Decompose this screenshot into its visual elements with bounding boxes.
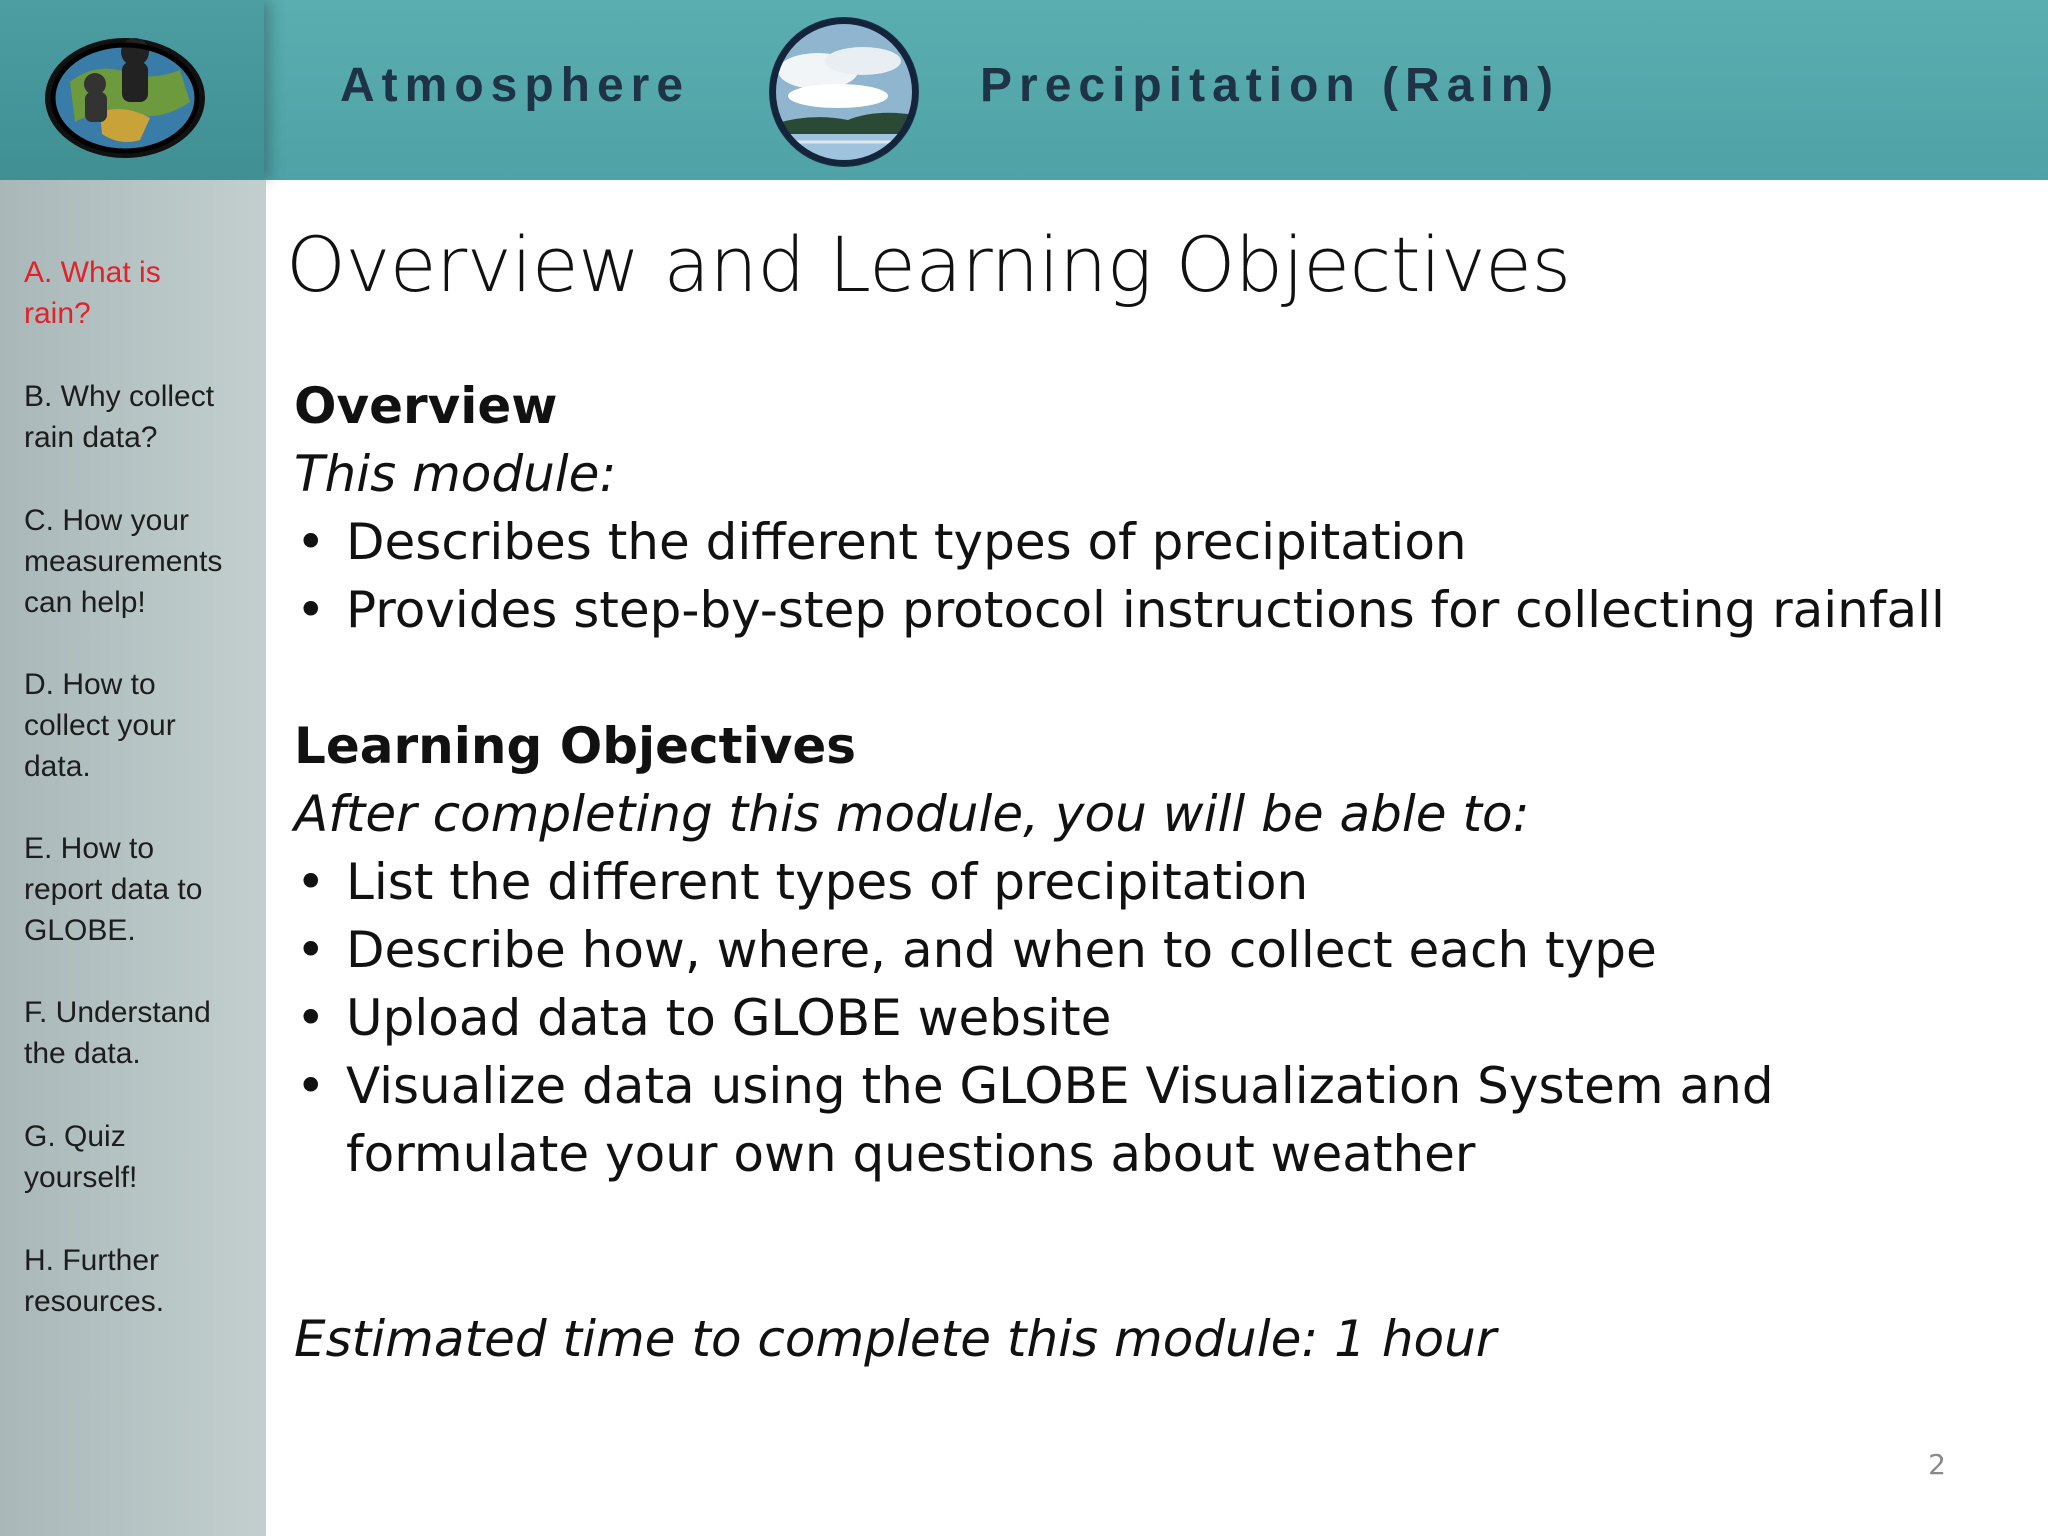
slide-body [294, 372, 2014, 1188]
objective-bullet: • Describe how, where, and when to collect each type [294, 916, 2014, 984]
sidebar-item-label: can help! [24, 586, 146, 619]
sidebar-item-label: G. Quiz [24, 1120, 126, 1153]
sidebar-item-what-is-rain[interactable] [24, 252, 260, 334]
overview-heading: Overview [294, 377, 558, 435]
sidebar-item-label: D. How to [24, 668, 156, 701]
sidebar-item-label: collect your [24, 709, 176, 742]
sidebar-item-label: yourself! [24, 1161, 138, 1194]
sidebar-item-collect-data[interactable] [24, 664, 260, 787]
sidebar-item-label: F. Understand [24, 996, 211, 1029]
sidebar-item-label: rain data? [24, 421, 158, 454]
sidebar-item-further-resources[interactable] [24, 1240, 260, 1322]
sidebar-item-label: resources. [24, 1285, 165, 1318]
globe-logo-panel [0, 0, 264, 180]
sidebar-item-label: H. Further [24, 1244, 160, 1277]
sidebar-item-label: A. What is [24, 256, 161, 289]
page-title: Overview and Learning Objectives [286, 220, 1571, 309]
sidebar-item-label: E. How to [24, 832, 155, 865]
overview-bullet: • Provides step-by-step protocol instructions for collecting rainfall [294, 576, 2014, 644]
objective-bullet: • Upload data to GLOBE website [294, 984, 2014, 1052]
sidebar-item-label: data. [24, 750, 91, 783]
sidebar-item-label: C. How your [24, 504, 190, 537]
objective-bullet: • List the different types of precipitation [294, 848, 2014, 916]
sidebar-item-label: B. Why collect [24, 380, 215, 413]
header-title-atmosphere: Atmosphere [340, 59, 691, 112]
overview-bullet-list [294, 508, 2014, 644]
sidebar-item-label: measurements [24, 545, 223, 578]
objectives-intro: After completing this module, you will be able to: [294, 785, 1530, 843]
sidebar-item-report-data[interactable] [24, 828, 260, 951]
globe-logo-icon [40, 22, 210, 162]
sky-clouds-badge-icon [768, 16, 920, 168]
sidebar-nav [0, 180, 266, 1536]
sidebar-item-why-collect[interactable] [24, 376, 260, 458]
main-content [266, 180, 2048, 1536]
sidebar-item-quiz[interactable] [24, 1116, 260, 1198]
section-spacer [294, 644, 2014, 712]
sidebar-item-understand-data[interactable] [24, 992, 260, 1074]
sidebar-item-measurements-help[interactable] [24, 500, 260, 623]
objectives-bullet-list [294, 848, 2014, 1188]
sidebar-item-label: GLOBE. [24, 914, 136, 947]
sidebar-item-label: rain? [24, 297, 91, 330]
header-title-precipitation: Precipitation (Rain) [980, 59, 1561, 112]
objectives-heading: Learning Objectives [294, 717, 856, 775]
sidebar-item-label: the data. [24, 1037, 141, 1070]
header-banner [0, 0, 2048, 180]
estimated-time: Estimated time to complete this module: 1 hour [294, 1310, 1497, 1368]
overview-bullet: • Describes the different types of precipitation [294, 508, 2014, 576]
objective-bullet: • Visualize data using the GLOBE Visualization System and formulate your own questions about weather [294, 1052, 1846, 1188]
page-number: 2 [1928, 1448, 1946, 1481]
sidebar-item-label: report data to [24, 873, 203, 906]
overview-intro: This module: [294, 445, 617, 503]
